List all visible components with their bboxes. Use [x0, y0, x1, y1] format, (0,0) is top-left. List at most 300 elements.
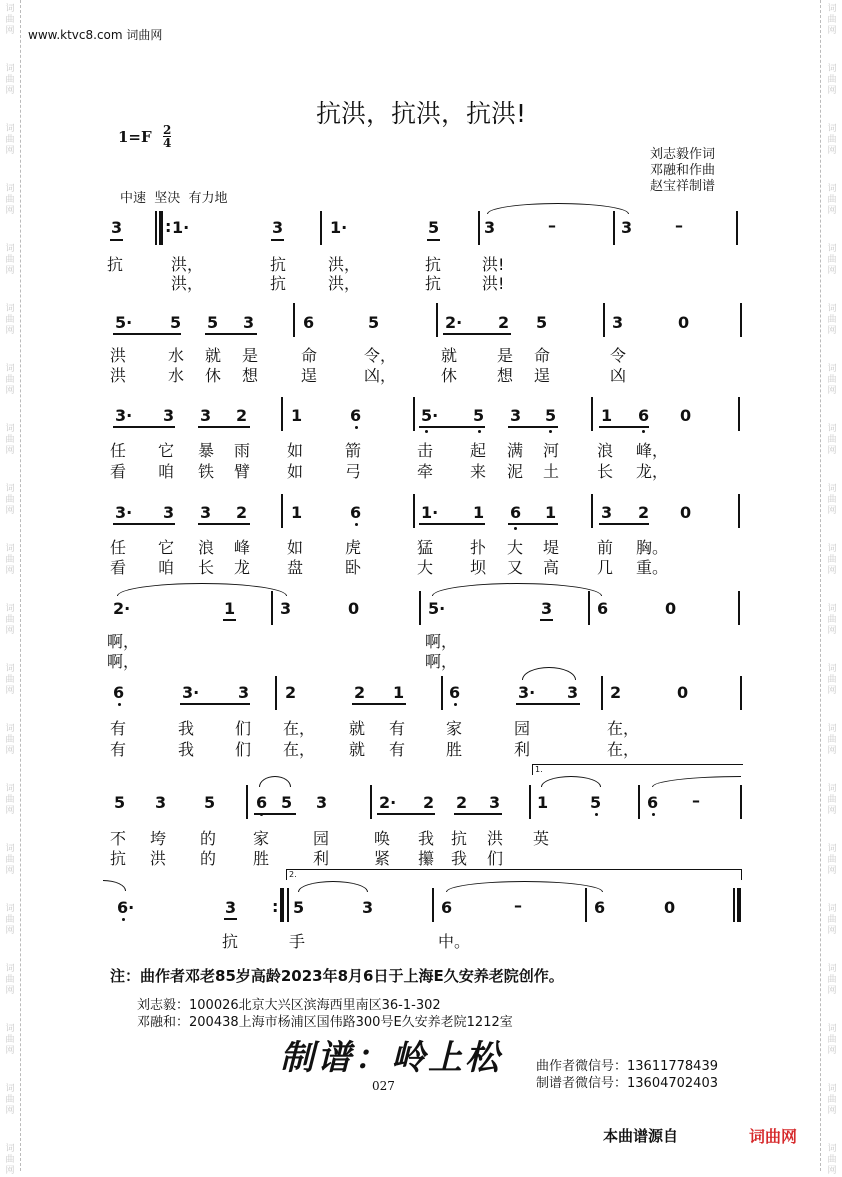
watermark-char: 曲: [5, 495, 15, 505]
note: 2: [638, 503, 650, 522]
note: 0: [677, 683, 689, 702]
note: 0: [678, 313, 690, 332]
note: 2: [236, 503, 248, 522]
watermark-glyphs: [4, 724, 16, 757]
underline: [180, 703, 250, 705]
bar-line: [441, 676, 443, 710]
watermark-char: 曲: [5, 675, 15, 685]
address-composer: 邓融和：200438上海市杨浦区国伟路300号E久安养老院1212室: [137, 1015, 513, 1030]
watermark-char: 曲: [5, 1035, 15, 1045]
time-bottom: 4: [163, 136, 172, 150]
watermark-char: 曲: [5, 735, 15, 745]
watermark-char: 网: [827, 326, 837, 336]
lyric: 啊，: [107, 632, 140, 651]
note: 1: [393, 683, 405, 702]
lyric: 任: [110, 441, 127, 460]
site-url[interactable]: www.ktvc8.com 词曲网: [28, 28, 163, 42]
watermark-char: 词: [5, 1084, 15, 1094]
watermark-char: 曲: [5, 375, 15, 385]
watermark-char: 网: [827, 1106, 837, 1116]
lyric: 长: [597, 462, 614, 481]
watermark-char: 词: [827, 544, 837, 554]
low-dot: [355, 426, 358, 429]
note: 0: [680, 406, 692, 425]
watermark-glyphs: [826, 1024, 838, 1057]
underline: [224, 918, 237, 920]
watermark-char: 网: [5, 1046, 15, 1056]
underline: [454, 813, 502, 815]
underline: [419, 523, 485, 525]
note: 5: [473, 406, 485, 425]
dash: –: [514, 896, 522, 915]
lyric: 利: [514, 740, 531, 759]
watermark-char: 词: [827, 904, 837, 914]
watermark-char: 曲: [5, 915, 15, 925]
watermark-char: 网: [827, 986, 837, 996]
watermark-char: 词: [5, 604, 15, 614]
tie: [298, 881, 368, 892]
song-title: 抗洪，抗洪，抗洪!: [315, 99, 527, 128]
watermark-char: 曲: [5, 855, 15, 865]
bar-line: [413, 494, 415, 528]
lyric: 水: [168, 366, 185, 385]
watermark-char: 词: [5, 724, 15, 734]
watermark-char: 网: [827, 626, 837, 636]
note: 3: [272, 218, 284, 237]
note: 3: [163, 503, 175, 522]
note: 3: [155, 793, 167, 812]
lyric: 紧: [374, 849, 391, 868]
lyric: 扑: [470, 538, 487, 557]
watermark-char: 曲: [5, 15, 15, 25]
watermark-char: 词: [5, 1144, 15, 1154]
watermark-char: 网: [827, 86, 837, 96]
lyric: 箭: [345, 441, 362, 460]
watermark-char: 词: [5, 1024, 15, 1034]
lyric: 如: [287, 462, 304, 481]
dash: –: [692, 791, 700, 810]
note: 6: [303, 313, 315, 332]
note: 5: [536, 313, 548, 332]
lyric: 就: [349, 719, 366, 738]
watermark-char: 词: [5, 424, 15, 434]
underline: [198, 426, 250, 428]
note: 0: [680, 503, 692, 522]
note: 3: [612, 313, 624, 332]
watermark-glyphs: [826, 544, 838, 577]
watermark-glyphs: [4, 964, 16, 997]
lyric: 抗: [425, 255, 442, 274]
watermark-char: 词: [5, 184, 15, 194]
tie: [446, 881, 603, 892]
watermark-char: 词: [827, 184, 837, 194]
watermark-char: 网: [827, 1046, 837, 1056]
lyric: 河: [543, 441, 560, 460]
note: 0: [664, 898, 676, 917]
lyric: 弓: [345, 462, 362, 481]
watermark-char: 曲: [827, 435, 837, 445]
lyric: 如: [287, 538, 304, 557]
underline: [271, 239, 284, 241]
bar-line: [591, 494, 593, 528]
watermark-char: 网: [5, 746, 15, 756]
watermark-char: 网: [5, 986, 15, 996]
note: 6: [113, 683, 125, 702]
watermark-char: 曲: [827, 15, 837, 25]
watermark-char: 词: [5, 4, 15, 14]
bar-line: [740, 676, 742, 710]
lyric: 击: [417, 441, 434, 460]
watermark-glyphs: [826, 964, 838, 997]
tie: [103, 880, 126, 891]
lyric: 们: [235, 740, 252, 759]
note: 6: [510, 503, 522, 522]
watermark-char: 词: [827, 664, 837, 674]
arranger-signature: 制谱：岭上松: [280, 1038, 502, 1078]
bar-line: [738, 494, 740, 528]
lyric: 洪，: [328, 274, 361, 293]
low-dot: [425, 430, 428, 433]
note: 3: [111, 218, 123, 237]
repeat-colon: :: [165, 217, 172, 236]
watermark-char: 曲: [5, 615, 15, 625]
note: 5: [204, 793, 216, 812]
lyric: 浪: [597, 441, 614, 460]
watermark-char: 曲: [827, 1095, 837, 1105]
lyric: 想: [242, 366, 259, 385]
bar-line: [733, 888, 735, 922]
watermark-char: 曲: [5, 135, 15, 145]
low-dot: [454, 703, 457, 706]
note: 2·: [113, 599, 131, 618]
note: 2: [285, 683, 297, 702]
bar-line: [740, 785, 742, 819]
watermark-char: 词: [827, 1024, 837, 1034]
underline: [419, 426, 485, 428]
watermark-glyphs: [4, 484, 16, 517]
watermark-glyphs: [4, 844, 16, 877]
note: 1: [473, 503, 485, 522]
underline: [113, 426, 175, 428]
lyric: 长: [198, 558, 215, 577]
lyric: 洪，: [171, 274, 204, 293]
watermark-glyphs: [826, 304, 838, 337]
underline: [205, 333, 257, 335]
note: 6: [350, 406, 362, 425]
lyric: 抗: [451, 829, 468, 848]
lyric: 牵: [417, 462, 434, 481]
lyric: 逞: [301, 366, 318, 385]
lyric: 啊，: [425, 632, 458, 651]
lyric: 水: [168, 346, 185, 365]
lyric: 满: [507, 441, 524, 460]
lyric: 是: [497, 346, 514, 365]
note: 1: [224, 599, 236, 618]
note: 1: [545, 503, 557, 522]
watermark-char: 曲: [827, 675, 837, 685]
lyric: 唤: [374, 829, 391, 848]
note: 3: [238, 683, 250, 702]
watermark-char: 曲: [827, 495, 837, 505]
watermark-glyphs: [4, 304, 16, 337]
watermark-char: 曲: [5, 795, 15, 805]
note: 2: [610, 683, 622, 702]
bar-line: [738, 591, 740, 625]
lyric: 我: [178, 740, 195, 759]
note: 5: [590, 793, 602, 812]
lyric: 命: [534, 346, 551, 365]
repeat-colon: :: [272, 897, 279, 916]
note: 3: [510, 406, 522, 425]
note: 3: [621, 218, 633, 237]
watermark-char: 曲: [827, 735, 837, 745]
watermark-char: 网: [5, 1106, 15, 1116]
lyric: 高: [543, 558, 560, 577]
bar-line: [320, 211, 322, 245]
lyric: 命: [301, 346, 318, 365]
watermark-glyphs: [4, 184, 16, 217]
watermark-char: 网: [5, 266, 15, 276]
watermark-char: 网: [5, 146, 15, 156]
watermark-char: 曲: [5, 255, 15, 265]
lyric: 我: [178, 719, 195, 738]
watermark-char: 网: [827, 566, 837, 576]
composer: 邓融和作曲: [650, 163, 716, 178]
watermark-char: 曲: [827, 75, 837, 85]
bar-line: [601, 676, 603, 710]
watermark-char: 曲: [827, 1155, 837, 1165]
note: 3: [243, 313, 255, 332]
note: 3: [280, 599, 292, 618]
watermark-char: 网: [827, 206, 837, 216]
lyric: 的: [200, 849, 217, 868]
watermark-char: 曲: [5, 75, 15, 85]
underline: [352, 703, 406, 705]
watermark-glyphs: [4, 364, 16, 397]
lyric: 铁: [198, 462, 215, 481]
repeat-bar: [159, 211, 163, 245]
watermark-char: 网: [5, 566, 15, 576]
lyric: 胜: [446, 740, 463, 759]
watermark-char: 网: [5, 806, 15, 816]
lyric: 抗: [222, 932, 239, 951]
note: 5: [114, 793, 126, 812]
lyric: 利: [313, 849, 330, 868]
final-bar: [737, 888, 741, 922]
bar-line: [275, 676, 277, 710]
note: 3: [200, 406, 212, 425]
bar-line: [638, 785, 640, 819]
lyric: 胜: [253, 849, 270, 868]
underline: [113, 333, 181, 335]
composer-wechat: 曲作者微信号：13611778439: [536, 1059, 718, 1074]
underline: [599, 426, 649, 428]
lyric: 家: [253, 829, 270, 848]
lyric: 在，: [283, 719, 316, 738]
lyric: 是: [242, 346, 259, 365]
underline: [443, 333, 511, 335]
watermark-glyphs: [826, 1144, 838, 1177]
underline: [516, 703, 580, 705]
lyric: 凶: [610, 366, 627, 385]
watermark-char: 词: [5, 244, 15, 254]
repeat-bar: [280, 888, 284, 922]
lyric: 有: [389, 719, 406, 738]
watermark-char: 词: [5, 784, 15, 794]
bar-line: [271, 591, 273, 625]
watermark-char: 曲: [5, 315, 15, 325]
watermark-char: 网: [5, 446, 15, 456]
tie: [487, 203, 629, 214]
note: 3: [567, 683, 579, 702]
watermark-char: 曲: [5, 555, 15, 565]
watermark-char: 词: [827, 1084, 837, 1094]
underline: [113, 523, 175, 525]
watermark-char: 词: [827, 64, 837, 74]
watermark-char: 词: [5, 664, 15, 674]
underline: [198, 523, 250, 525]
note: 1: [291, 503, 303, 522]
note: 3·: [518, 683, 536, 702]
bar-line: [613, 211, 615, 245]
watermark-char: 网: [827, 1166, 837, 1176]
watermark-glyphs: [826, 364, 838, 397]
lyric: 洪: [150, 849, 167, 868]
lyric: 臂: [234, 462, 251, 481]
footnote: 注：曲作者邓老85岁高龄2023年8月6日于上海E久安养老院创作。: [110, 967, 564, 985]
watermark-char: 网: [5, 926, 15, 936]
watermark-char: 词: [827, 1144, 837, 1154]
watermark-char: 网: [5, 686, 15, 696]
note: 3: [484, 218, 496, 237]
lyric: 有: [389, 740, 406, 759]
watermark-glyphs: [826, 904, 838, 937]
bar-line: [736, 211, 738, 245]
watermark-char: 词: [827, 124, 837, 134]
watermark-char: 网: [827, 506, 837, 516]
volta-1: 1.: [532, 764, 743, 775]
volta-2: 2.: [286, 869, 742, 880]
watermark-glyphs: [826, 184, 838, 217]
watermark-char: 网: [827, 746, 837, 756]
watermark-char: 网: [5, 866, 15, 876]
underline: [377, 813, 435, 815]
dash: –: [675, 216, 683, 235]
note: 0: [665, 599, 677, 618]
lyric: 抗: [110, 849, 127, 868]
watermark-glyphs: [826, 664, 838, 697]
low-dot: [595, 813, 598, 816]
low-dot: [122, 918, 125, 921]
lyric: 暴: [198, 441, 215, 460]
tie: [117, 583, 287, 596]
watermark-glyphs: [826, 604, 838, 637]
watermark-char: 词: [5, 124, 15, 134]
lyric: 虎: [345, 538, 362, 557]
note: 6: [350, 503, 362, 522]
watermark-char: 曲: [827, 375, 837, 385]
watermark-char: 网: [5, 1166, 15, 1176]
arranger: 赵宝祥制谱: [650, 179, 716, 194]
watermark-char: 网: [827, 446, 837, 456]
note: 3·: [115, 503, 133, 522]
watermark-char: 曲: [827, 975, 837, 985]
watermark-char: 曲: [5, 975, 15, 985]
watermark-char: 曲: [827, 795, 837, 805]
lyric: 浪: [198, 538, 215, 557]
lyric: 在，: [607, 719, 640, 738]
watermark-char: 词: [5, 64, 15, 74]
watermark-char: 网: [5, 86, 15, 96]
lyric: 就: [349, 740, 366, 759]
watermark-char: 词: [827, 304, 837, 314]
watermark-char: 网: [5, 326, 15, 336]
note: 5: [207, 313, 219, 332]
lyric: 看: [110, 558, 127, 577]
low-dot: [478, 430, 481, 433]
note: 3: [316, 793, 328, 812]
note: 3: [489, 793, 501, 812]
lyric: 令: [610, 346, 627, 365]
watermark-char: 曲: [827, 615, 837, 625]
bar-line: [432, 888, 434, 922]
lyric: 有: [110, 740, 127, 759]
lyric: 胸。: [636, 538, 669, 557]
watermark-glyphs: [826, 724, 838, 757]
watermark-char: 网: [827, 926, 837, 936]
bar-line: [281, 494, 283, 528]
bar-line: [293, 303, 295, 337]
lyric: 洪，: [328, 255, 361, 274]
note: 6: [441, 898, 453, 917]
address-lyricist: 刘志毅：100026北京大兴区滨海西里南区36-1-302: [137, 998, 441, 1013]
low-dot: [355, 523, 358, 526]
watermark-char: 词: [827, 424, 837, 434]
lyricist: 刘志毅作词: [650, 147, 716, 162]
site-logo[interactable]: 词曲网: [749, 1127, 798, 1146]
lyric: 攥: [418, 849, 435, 868]
watermark-glyphs: [826, 1084, 838, 1117]
low-dot: [642, 430, 645, 433]
watermark-char: 网: [5, 506, 15, 516]
underline: [508, 426, 558, 428]
watermark-char: 曲: [827, 915, 837, 925]
bar-line: [370, 785, 372, 819]
note: 1·: [330, 218, 348, 237]
lyric: 盘: [287, 558, 304, 577]
watermark-glyphs: [4, 64, 16, 97]
lyric: 我: [418, 829, 435, 848]
lyric: 土: [543, 462, 560, 481]
lyric: 任: [110, 538, 127, 557]
lyric: 抗: [425, 274, 442, 293]
lyric: 洪: [110, 346, 127, 365]
note: 2: [423, 793, 435, 812]
lyric: 有: [110, 719, 127, 738]
watermark-char: 网: [827, 26, 837, 36]
watermark-char: 词: [827, 724, 837, 734]
lyric: 龙，: [636, 462, 669, 481]
credits: [650, 147, 715, 195]
bar-line: [155, 211, 157, 245]
note: 2: [236, 406, 248, 425]
lyric: 洪，: [171, 255, 204, 274]
lyric: 起: [470, 441, 487, 460]
tie: [432, 583, 602, 596]
note: 2: [354, 683, 366, 702]
lyric: 逞: [534, 366, 551, 385]
lyric: 中。: [438, 932, 471, 951]
